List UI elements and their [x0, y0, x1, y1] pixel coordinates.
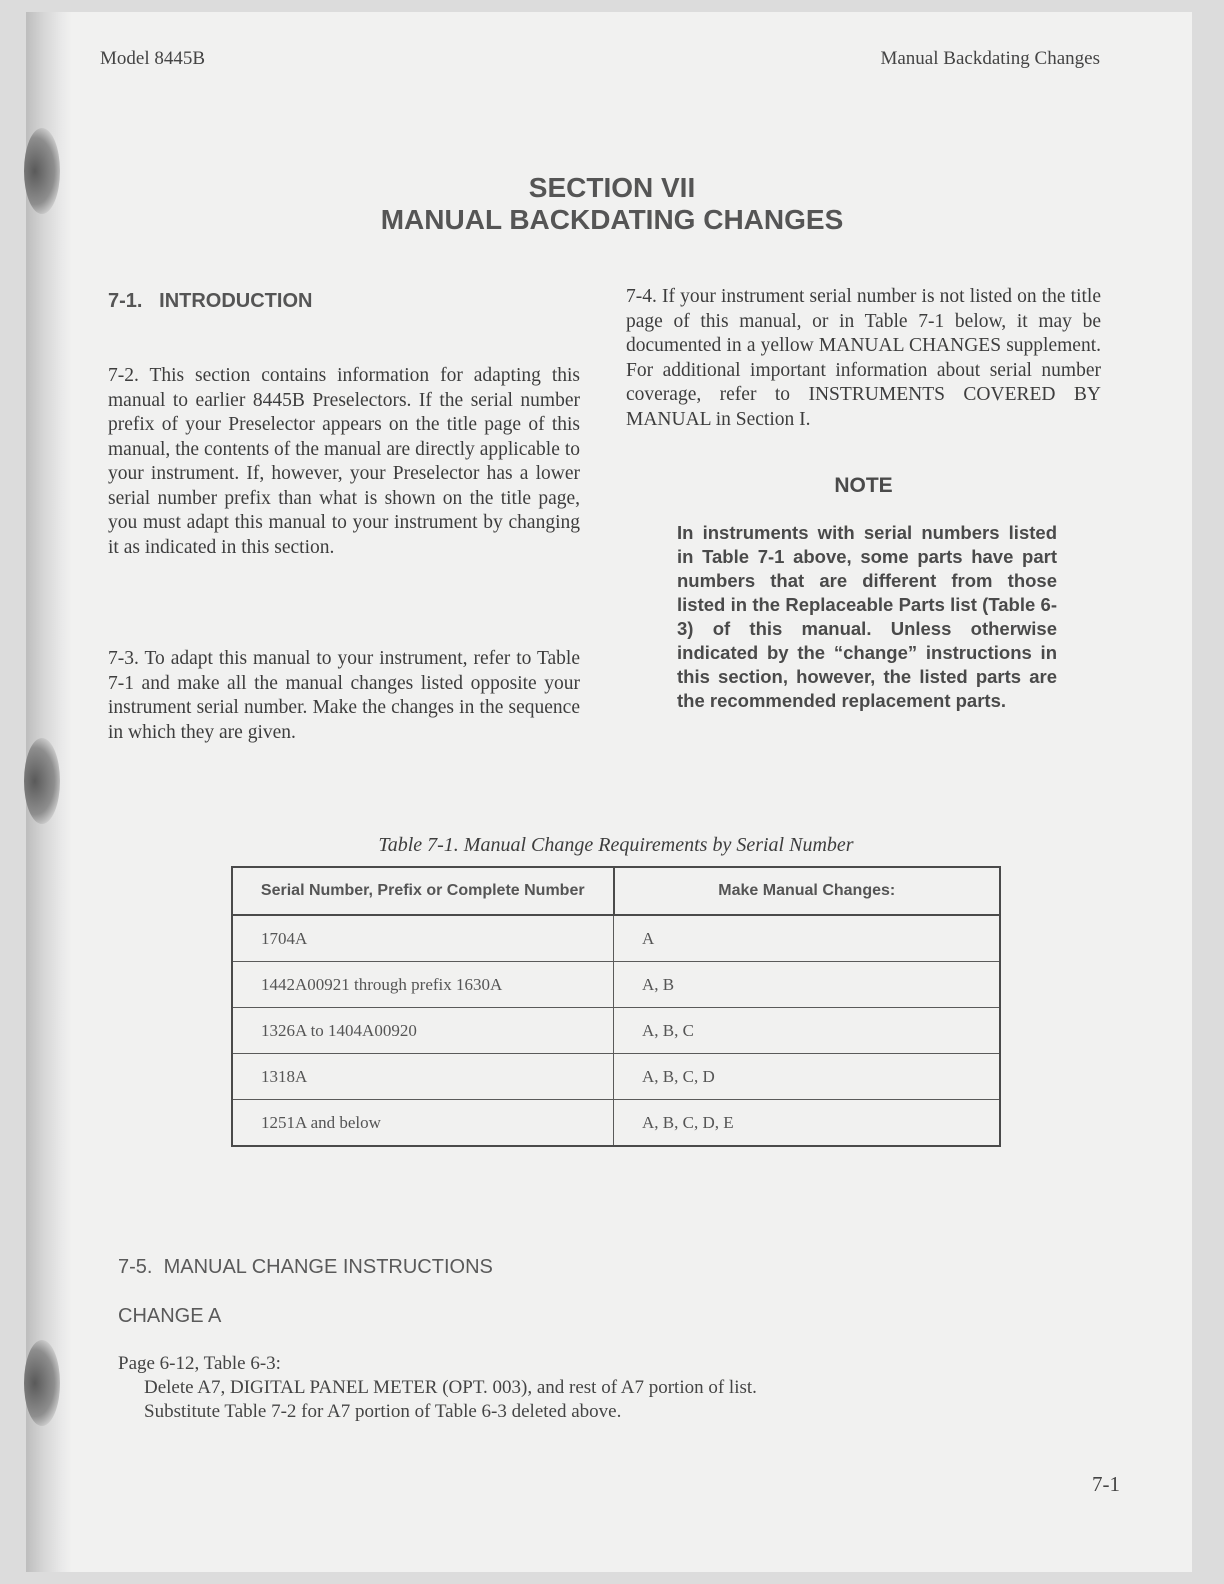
table-caption: Table 7-1. Manual Change Requirements by Serial Number [378, 834, 854, 856]
intro-heading: 7-1. INTRODUCTION [108, 290, 313, 312]
page-reference: Page 6-12, Table 6-3: [118, 1353, 281, 1374]
table-header-row [232, 867, 1000, 915]
binder-hole-bottom [24, 1340, 60, 1426]
serial-cell: 1326A to 1404A00920 [232, 1008, 614, 1054]
page-number: 7-1 [1092, 1472, 1120, 1496]
changes-cell: A, B, C [614, 1008, 1001, 1054]
serial-cell: 1704A [232, 915, 614, 962]
table-row [232, 1054, 1000, 1100]
document-page [26, 12, 1192, 1572]
header-model: Model 8445B [100, 48, 206, 69]
changes-cell: A, B, C, D, E [614, 1100, 1001, 1147]
paragraph-7-2: 7-2. This section contains information for adapting this manual to earlier 8445B Preselectors. If the serial number prefix of your Preselector appears on the title page of this manual, the contents of the manual are directly applicable to your instrument. If, however, your Preselector has a lower serial number prefix than what is shown on the title page, you must adapt this manual to your instrument by changing it as indicated in this section. [108, 365, 580, 558]
changes-cell: A, B, C, D [614, 1054, 1001, 1100]
table-row [232, 1100, 1000, 1147]
change-instruction-substitute: Substitute Table 7-2 for A7 portion of Table 6-3 deleted above. [144, 1401, 622, 1422]
change-instruction-delete: Delete A7, DIGITAL PANEL METER (OPT. 003), and rest of A7 portion of list. [144, 1377, 757, 1398]
paragraph-7-3: 7-3. To adapt this manual to your instrument, refer to Table 7-1 and make all the manual changes listed opposite your instrument serial number. Make the changes in the sequence in which they are given. [108, 648, 580, 743]
section-title: MANUAL BACKDATING CHANGES [380, 204, 844, 235]
table-row [232, 962, 1000, 1008]
binder-hole-middle [24, 738, 60, 824]
note-title: NOTE [834, 474, 893, 497]
table-row [232, 915, 1000, 962]
serial-cell: 1442A00921 through prefix 1630A [232, 962, 614, 1008]
header-section-title: Manual Backdating Changes [880, 48, 1100, 69]
section-number: SECTION VII [528, 172, 696, 203]
serial-cell: 1251A and below [232, 1100, 614, 1147]
note-body: In instruments with serial numbers listed in Table 7-1 above, some parts have part numbers that are different from those listed in the Replaceable Parts list (Table 6-3) of this manual. Unless otherwise indicated by the “change” instructions in this section, however, the listed parts are the recommended replacement parts. [677, 522, 1057, 711]
table-row [232, 1008, 1000, 1054]
changes-cell: A [614, 915, 1001, 962]
paragraph-7-4: 7-4. If your instrument serial number is not listed on the title page of this manual, or in Table 7-1 below, it may be documented in a yellow MANUAL CHANGES supplement. For additional important information about serial number coverage, refer to INSTRUMENTS COVERED BY MANUAL in Section I. [626, 286, 1101, 430]
change-a-heading: CHANGE A [118, 1305, 222, 1327]
changes-cell: A, B [614, 962, 1001, 1008]
instructions-heading: 7-5. MANUAL CHANGE INSTRUCTIONS [118, 1256, 493, 1278]
serial-number-table [231, 866, 1001, 1147]
column-header-serial: Serial Number, Prefix or Complete Number [232, 867, 614, 915]
column-header-changes: Make Manual Changes: [614, 867, 1001, 915]
serial-cell: 1318A [232, 1054, 614, 1100]
